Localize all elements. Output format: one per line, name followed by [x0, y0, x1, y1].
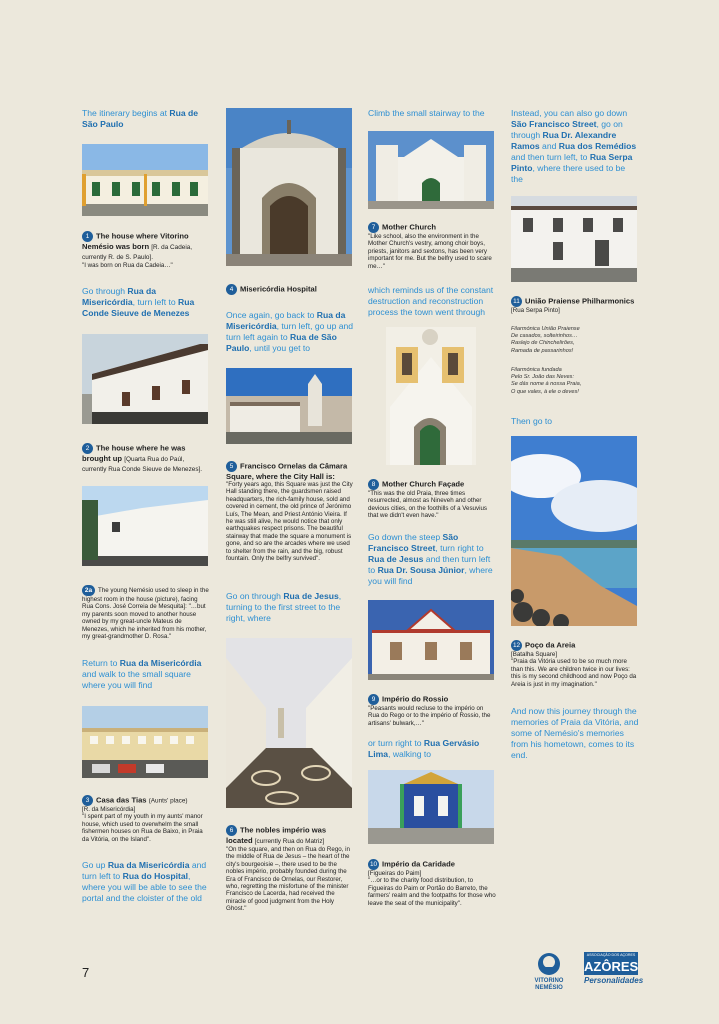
directions-11: Instead, you can also go down São Francisco Street, go on through Rua Dr. Alexandre Ramos and Rua dos Remédios and then turn left, to Rua Serpa Pinto, where there used to be the — [511, 108, 637, 184]
poem-stanza-1: Filarmónica União Praiense De casados, solteirinhos… Raslejo de Chinchelirões, Ramada de passarinhos! — [511, 326, 580, 354]
directions-4: Go up Rua da Misericórdia and turn left to Rua do Hospital, where you will be able to see the portal and the cloister of the old — [82, 860, 207, 903]
caption-8: 8 Mother Church Façade "This was the old Praia, three times resurrected, almost as Nineveh and other devious cities, on the foothills of a Vesuvius that we didn't even have." — [368, 479, 488, 520]
poem-stanza-2: Filarmónica fundada Pelo Sr. João das Neves: Se dás nome à nossa Praia, O que vales, à ele o deves! — [511, 367, 582, 395]
caption-6: 6 The nobles império was located [currently Rua do Matriz] "On the square, and then on Rua do Rego, in the middle of Rua de Jesus – the heart of the city's bourgeoisie –, there used to be the nobles império, probably founded during the Era of Francisco de Ornelas, our Restorer, who, regretting the misfortune of the minister Francisco de Lacerda, had received the miracle of good judgment from the Holy Ghost." — [226, 825, 350, 913]
caption-5: 5 Francisco Ornelas da Câmara Square, where the City Hall is: "Forty years ago, this Square was just the City Hall standing there, the guardsmen raised headquarters, the rich-family house, sold and covered in cement, the old prince of Jerónimo Luís, The Mean, and Priest António Vieira. If he was still alive, he would notice that only earthquakes respect prisons. The beautiful stairway that made the square a monument is gone, and so are the arcades where we used to shelter from the rain, and the big, robust fountain. Only the belfry survived". — [226, 461, 353, 563]
caption-12: 12 Poço da Areia [Batalha Square] "Praia da Vitória used to be so much more than this. We are children twice in our lives: this is my second childhood and now Poço da Areia is just in my imagination." — [511, 640, 637, 688]
directions-3: Return to Rua da Misericórdia and walk to the small square where you will find — [82, 658, 202, 690]
photo-casa-das-tias — [82, 706, 208, 778]
caption-4: 4 Misericórdia Hospital — [226, 284, 354, 295]
caption-1: 1 The house where Vitorino Nemésio was born [R. da Cadeia, currently R. de S. Paulo]. "I was born on Rua da Cadeia…" — [82, 231, 193, 269]
caption-2a: 2a The young Nemésio used to sleep in the highest room in the house (picture), facing Rua Cons. José Correia de Mesquita]: "…but my parents soon moved to another house owned by my great-uncle Mateus de Menezes, which he inherited from his mother, my great-grandmother D. Rosa." — [82, 587, 209, 641]
photo-philharmonics-house — [511, 196, 637, 282]
photo-church-facade — [386, 327, 476, 465]
caption-2: 2 The house where he was brought up [Quarta Rua do Paúl, currently Rua Conde Sieuve de Menezes]. — [82, 443, 203, 473]
page-number: 7 — [82, 965, 90, 980]
azores-logo-main: AZÔRES — [584, 959, 639, 974]
directions-9: Go down the steep São Francisco Street, turn right to Rua de Jesus and then turn left to Rua Dr. Sousa Júnior, where you will find — [368, 532, 493, 586]
azores-logo-sub: Personalidades — [584, 976, 644, 985]
photo-city-hall-square — [226, 368, 352, 444]
photo-misericordia-hospital — [226, 108, 352, 266]
photo-childhood-house — [82, 334, 208, 424]
caption-11: 11 União Praiense Philharmonics [Rua Serpa Pinto] — [511, 296, 635, 314]
vitorino-nemesio-logo — [525, 950, 573, 996]
caption-3: 3 Casa das Tias (Aunts' place) [R. da Misericórdia] "I spent part of my youth in my aunts' manor house, which used to overwhelm the small fishermen houses on Rua de Baixo, in Praia da Vitória, on the Island". — [82, 795, 203, 843]
vitorino-logo-text: VITORINO NEMÉSIO — [534, 978, 564, 991]
directions-10: or turn right to Rua Gervásio Lima, walking to — [368, 738, 480, 759]
directions-5: Once again, go back to Rua da Misericórdia, turn left, go up and turn left again to Rua de São Paulo, until you get to — [226, 310, 354, 353]
photo-imperio-da-caridade — [368, 770, 494, 844]
photo-highest-room — [82, 486, 208, 566]
photo-mother-church — [368, 131, 494, 209]
caption-7: 7 Mother Church "Like school, also the environment in the Mother Church's vestry, among choir boys, priests, janitors and sextons, has been very important for me. But the belfry used to scare me…" — [368, 222, 492, 270]
photo-poco-da-areia — [511, 436, 637, 626]
intro-text: The itinerary begins at Rua de São Paulo — [82, 108, 199, 129]
directions-2: Go through Rua da Misericórdia, turn left to Rua Conde Sieuve de Menezes — [82, 286, 195, 318]
directions-8: which reminds us of the constant destruction and reconstruction process the town went through — [368, 285, 494, 317]
caption-10: 10 Império da Caridade [Figueiras do Paim] "…or to the charity food distribution, to Figueiras do Paim or Portão do Barreto, the farmers' realm and the footpaths for those who leave the seat of the municipality". — [368, 859, 496, 907]
closing-text: And now this journey through the memories of Praia da Vitória, and some of Nemésio's memories from his hometown, comes to its end. — [511, 706, 639, 760]
directions-12: Then go to — [511, 416, 553, 426]
photo-birth-house — [82, 144, 208, 216]
photo-imperio-do-rossio — [368, 600, 494, 680]
directions-7: Climb the small stairway to the — [368, 108, 485, 118]
photo-nobles-imperio-street — [226, 638, 352, 808]
azores-logo — [584, 952, 644, 996]
caption-9: 9 Império do Rossio "Peasants would recluse to the império on Rua do Rego or to the império of Rossio, the artisans' bulwark,…" — [368, 694, 491, 727]
directions-6: Go on through Rua de Jesus, turning to the first street to the right, where — [226, 591, 342, 623]
azores-logo-top: ASSOCIAÇÃO DOS AÇORES — [584, 952, 638, 959]
